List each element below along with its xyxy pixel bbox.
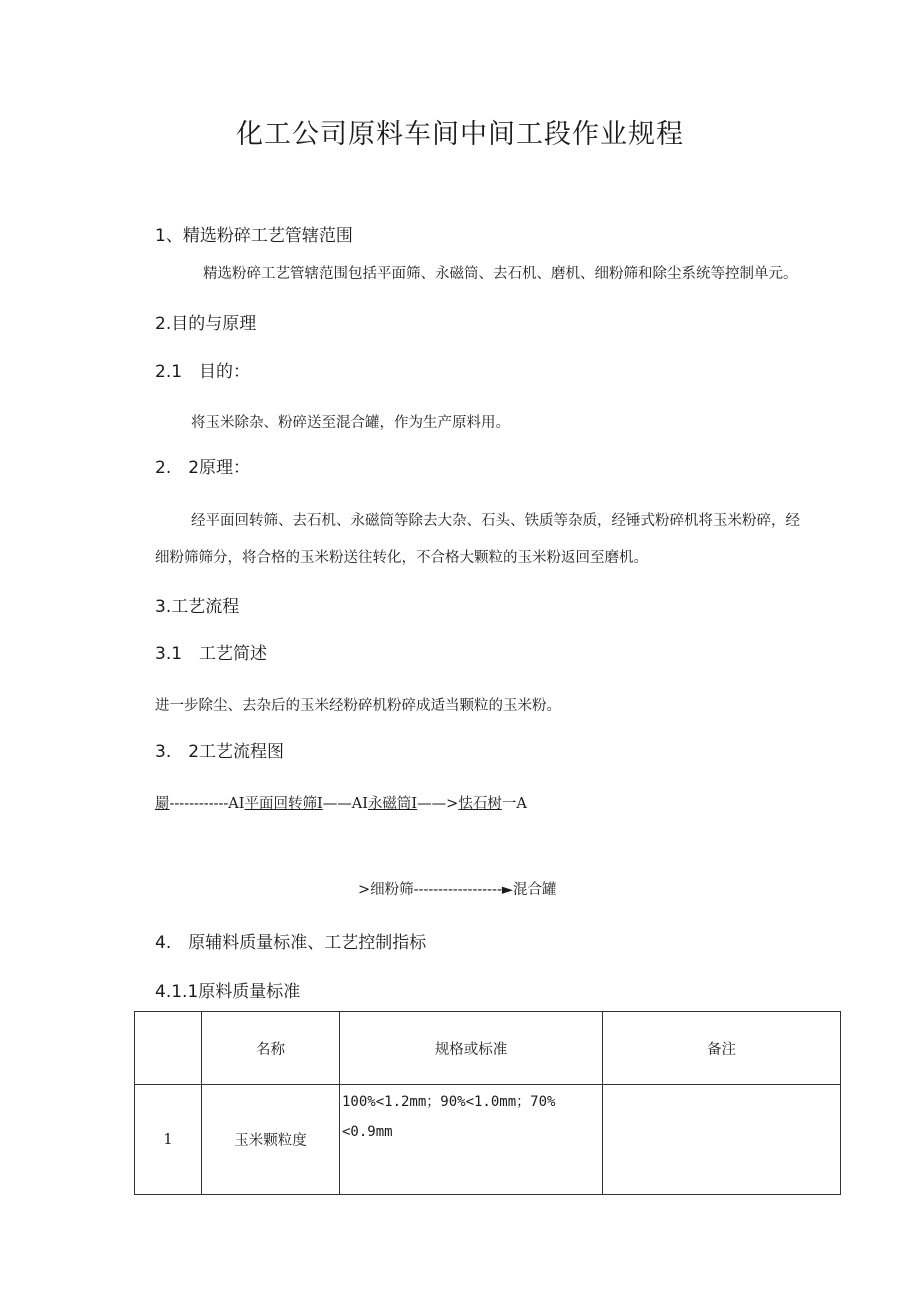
flow-dash-2: ——AI: [322, 796, 368, 812]
table-header-cell: 名称: [202, 1012, 340, 1085]
section-2-2-text-line2: 细粉筛筛分，将合格的玉米粉送往转化，不合格大颗粒的玉米粉返回至磨机。: [155, 550, 648, 566]
flow-node-fine-sifter: >细粉筛: [358, 882, 414, 898]
table-header-cell: 备注: [603, 1012, 841, 1085]
table-header-row: [135, 1012, 841, 1085]
flow-diagram-line1: [155, 792, 527, 813]
flow-node-destoner: 怯石树: [458, 796, 502, 812]
section-3-heading: 3.工艺流程: [155, 597, 240, 617]
table-cell-no: 1: [135, 1085, 202, 1195]
flow-diagram-line2: [358, 878, 557, 899]
table-cell-spec: 100%<1.2mm；90%<1.0mm；70%<0.9mm: [340, 1085, 603, 1195]
section-4-1-1-heading: 4.1.1原料质量标准: [155, 982, 301, 1002]
flow-node-mixing-tank: 混合罐: [513, 882, 557, 898]
flow-dash-1: ------------AI: [169, 796, 245, 812]
section-2-1-heading: 2.1 目的：: [155, 362, 251, 382]
table-cell-note: [603, 1085, 841, 1195]
section-3-2-heading: 3. 2工艺流程图: [155, 742, 285, 762]
table-header-cell: [135, 1012, 202, 1085]
document-title: 化工公司原料车间中间工段作业规程: [236, 119, 684, 150]
table-header-cell: 规格或标准: [340, 1012, 603, 1085]
flow-dash-4: ------------------►: [413, 882, 513, 898]
section-2-1-text: 将玉米除杂、粉碎送至混合罐，作为生产原料用。: [191, 415, 510, 431]
flow-tail: 一A: [501, 796, 527, 812]
table-cell-name: 玉米颗粒度: [202, 1085, 340, 1195]
section-3-1-text: 进一步除尘、去杂后的玉米经粉碎机粉碎成适当颗粒的玉米粉。: [155, 698, 561, 714]
section-1-text: 精选粉碎工艺管辖范围包括平面筛、永磁筒、去石机、磨机、细粉筛和除尘系统等控制单元。: [203, 266, 798, 282]
section-2-heading: 2.目的与原理: [155, 314, 257, 334]
section-2-2-heading: 2. 2原理：: [155, 458, 251, 478]
flow-dash-3: ——>: [417, 796, 459, 812]
section-2-2-text-line1: 经平面回转筛、去石机、永磁筒等除去大杂、石头、铁质等杂质，经锤式粉碎机将玉米粉碎，经: [191, 513, 800, 529]
flow-node-magnet: 永磁筒I: [367, 796, 418, 812]
section-1-heading: 1、精选粉碎工艺管辖范围: [155, 226, 353, 246]
table-row: [135, 1085, 841, 1195]
raw-material-standard-table: [134, 1011, 841, 1195]
section-4-heading: 4. 原辅料质量标准、工艺控制指标: [155, 933, 427, 953]
section-3-1-heading: 3.1 工艺简述: [155, 644, 268, 664]
flow-node-plane-sifter: 平面回转筛I: [244, 796, 323, 812]
flow-start: 罽: [155, 796, 170, 812]
